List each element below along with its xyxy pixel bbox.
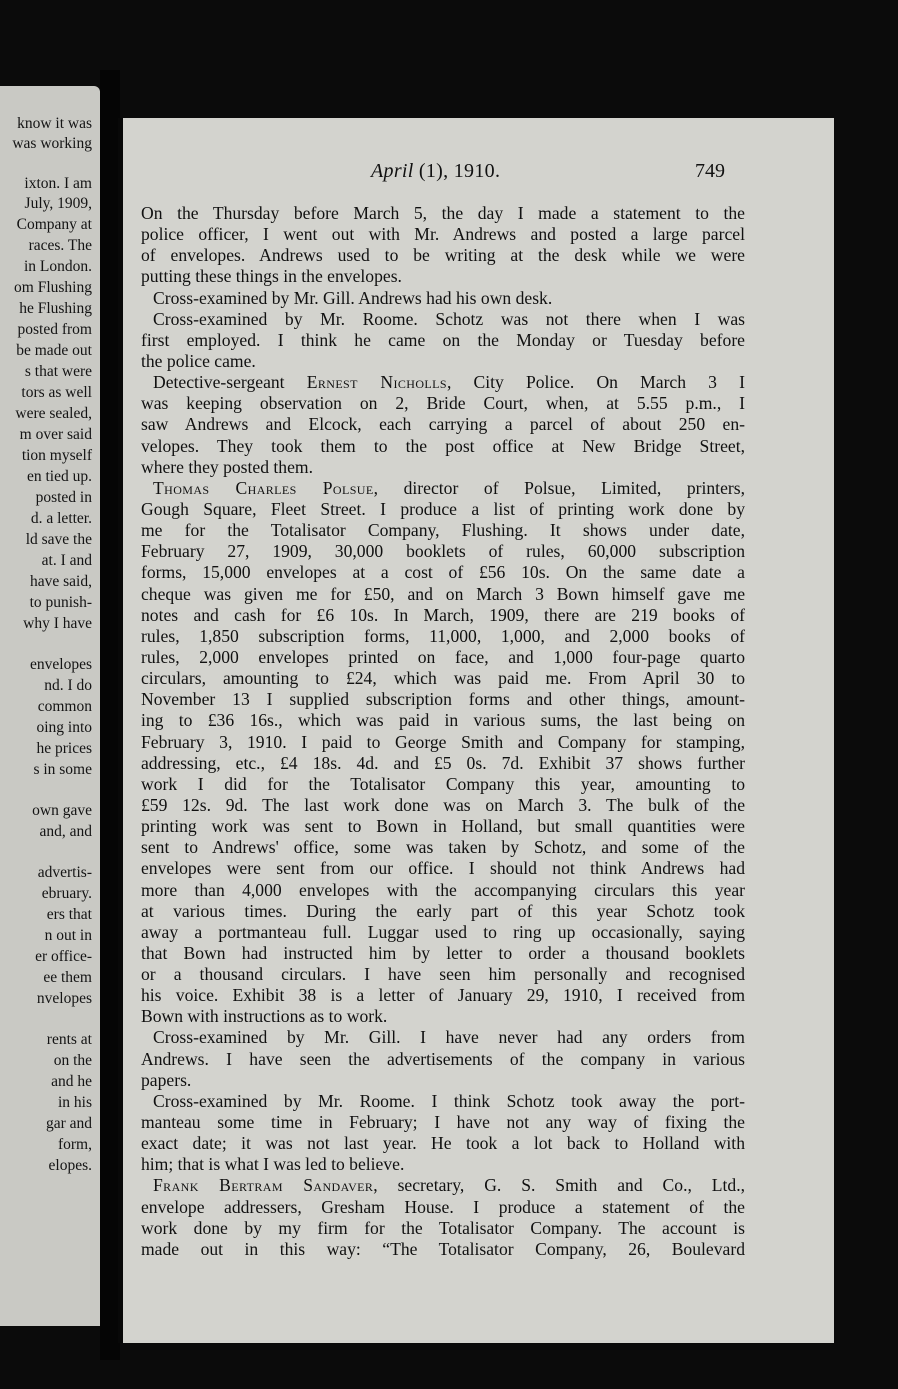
text-line: papers. (141, 1069, 192, 1090)
text-run: , director of Polsue, Limited, printers, (373, 477, 745, 498)
body-text (141, 203, 745, 1260)
text-line: the police came. (141, 350, 256, 371)
text-line (141, 372, 745, 393)
facing-page-text-fragment: nvelopes (36, 990, 92, 1007)
facing-page-text-fragment: have said, (30, 573, 92, 590)
facing-page-text-fragment: envelopes (30, 656, 92, 673)
facing-page-text-fragment: d. a letter. (30, 510, 92, 527)
text-line: Gough Square, Fleet Street. I produce a list of printing work done by (141, 498, 745, 519)
text-run: , City Police. On March 3 I (446, 372, 745, 393)
document-page (118, 118, 834, 1343)
facing-page-text-fragment: was working (12, 135, 92, 152)
facing-page-text-fragment: own gave (32, 802, 92, 819)
text-line: exact date; it was not last year. He took a lot back to Holland with (141, 1133, 745, 1154)
text-line: made out in this way: “The Totalisator Company, 26, Boulevard (141, 1238, 745, 1259)
text-line: putting these things in the envelopes. (141, 266, 402, 287)
facing-page-text-fragment: posted in (35, 489, 92, 506)
facing-page-text-fragment: to punish- (29, 594, 92, 611)
facing-page-text-fragment: m over said (19, 426, 92, 443)
facing-page-text-fragment: oing into (36, 719, 92, 736)
running-title: April (1), 1910. (371, 160, 501, 182)
facing-page-text-fragment: er office- (35, 948, 92, 965)
text-line: £59 12s. 9d. The last work done was on March 3. The bulk of the (141, 794, 745, 815)
text-line: Bown with instructions as to work. (141, 1006, 388, 1027)
witness-name: Ernest Nicholls (306, 372, 447, 393)
facing-page-text-fragment: he prices (36, 740, 92, 757)
facing-page-text-fragment: s in some (33, 761, 92, 778)
text-line: February 27, 1909, 30,000 booklets of rules, 60,000 subscription (141, 541, 745, 562)
text-line: Cross-examined by Mr. Roome. I think Schotz took away the port- (153, 1090, 745, 1111)
text-line: away a portmanteau full. Luggar used to ring up occasionally, saying (141, 921, 745, 942)
facing-page-fragment (0, 86, 100, 1326)
facing-page-text-fragment: ixton. I am (24, 175, 92, 192)
facing-page-text-fragment: form, (57, 1136, 92, 1153)
text-line: where they posted them. (141, 456, 313, 477)
text-line: or a thousand circulars. I have seen him personally and recognised (141, 964, 745, 985)
facing-page-text-fragment: ld save the (25, 531, 92, 548)
facing-page-text-fragment: en tied up. (27, 468, 92, 485)
text-line: work done by my firm for the Totalisator Company. The account is (141, 1217, 745, 1238)
facing-page-text-fragment: tors as well (21, 384, 92, 401)
text-line: that Bown had instructed him by letter to order a thousand booklets (141, 942, 745, 963)
facing-page-text-fragment: were sealed, (15, 405, 92, 422)
witness-name: Frank Bertram Sandaver (153, 1175, 374, 1196)
text-run: Detective-sergeant (153, 372, 307, 393)
facing-page-text-fragment: ee them (43, 969, 92, 986)
page-number: 749 (695, 160, 725, 182)
text-line: envelope addressers, Gresham House. I produce a statement of the (141, 1196, 745, 1217)
text-line: velopes. They took them to the post office at New Bridge Street, (141, 435, 745, 456)
text-line: manteau some time in February; I have not any way of fixing the (141, 1112, 745, 1133)
facing-page-text-fragment: why I have (23, 615, 92, 632)
text-line: cheque was given me for £50, and on March 3 Bown himself gave me (141, 583, 745, 604)
facing-page-text-fragment: rents at (46, 1031, 92, 1048)
text-line: On the Thursday before March 5, the day I made a statement to the (141, 203, 745, 223)
facing-page-text-fragment: n out in (44, 927, 92, 944)
text-line: his voice. Exhibit 38 is a letter of January 29, 1910, I received from (141, 985, 745, 1006)
text-line: work I did for the Totalisator Company this year, amounting to (141, 773, 745, 794)
text-line: circulars, amounting to £24, which was paid me. From April 30 to (141, 668, 745, 689)
text-line: addressing, etc., £4 18s. 4d. and £5 0s. 7d. Exhibit 37 shows further (141, 752, 745, 773)
facing-page-text-fragment: common (37, 698, 92, 715)
book-gutter (100, 70, 120, 1360)
facing-page-text-fragment: and, and (39, 823, 92, 840)
text-line: rules, 2,000 envelopes printed on face, and 1,000 four-page quarto (141, 646, 745, 667)
text-line: Andrews. I have seen the advertisements of the company in various (141, 1048, 745, 1069)
facing-page-text-fragment: know it was (17, 115, 92, 132)
text-line: Cross-examined by Mr. Roome. Schotz was not there when I was (153, 308, 745, 329)
text-line: ing to £36 16s., which was paid in various sums, the last being on (141, 710, 745, 731)
facing-page-text-fragment: July, 1909, (24, 195, 92, 212)
text-line: him; that is what I was led to believe. (141, 1154, 405, 1175)
text-line: notes and cash for £6 10s. In March, 1909, there are 219 books of (141, 604, 745, 625)
text-line: at various times. During the early part of this year Schotz took (141, 900, 745, 921)
facing-page-text-fragment: advertis- (37, 864, 92, 881)
text-line: forms, 15,000 envelopes at a cost of £56 10s. On the same date a (141, 562, 745, 583)
text-line: sent to Andrews' office, some was taken by Schotz, and some of the (141, 837, 745, 858)
text-line (141, 1175, 745, 1196)
facing-page-text-fragment: ebruary. (41, 885, 92, 902)
running-header (123, 160, 834, 184)
text-line: more than 4,000 envelopes with the accompanying circulars this year (141, 879, 745, 900)
text-line: envelopes were sent from our office. I should not think Andrews had (141, 858, 745, 879)
text-line: of envelopes. Andrews used to be writing at the desk while we were (141, 245, 745, 266)
text-line: police officer, I went out with Mr. Andrews and posted a large parcel (141, 224, 745, 245)
facing-page-text-fragment: be made out (16, 342, 92, 359)
text-line: was keeping observation on 2, Bride Court, when, at 5.55 p.m., I (141, 393, 745, 414)
facing-page-text-fragment: on the (53, 1052, 92, 1069)
facing-page-text-fragment: at. I and (41, 552, 92, 569)
facing-page-text-fragment: and he (51, 1073, 92, 1090)
facing-page-text-fragment: nd. I do (44, 677, 92, 694)
text-run: , secretary, G. S. Smith and Co., Ltd., (373, 1175, 745, 1196)
facing-page-text-fragment: he Flushing (19, 300, 92, 317)
text-line: printing work was sent to Bown in Holland, but small quantities were (141, 816, 745, 837)
facing-page-text-fragment: tion myself (21, 447, 92, 464)
facing-page-text-fragment: races. The (28, 237, 92, 254)
facing-page-text-fragment: om Flushing (14, 279, 92, 296)
text-line: rules, 1,850 subscription forms, 11,000, 1,000, and 2,000 books of (141, 625, 745, 646)
text-line: November 13 I supplied subscription forms and other things, amount- (141, 689, 745, 710)
text-line: first employed. I think he came on the Monday or Tuesday before (141, 329, 745, 350)
text-line: me for the Totalisator Company, Flushing. It shows under date, (141, 520, 745, 541)
facing-page-text-fragment: Company at (16, 216, 92, 233)
witness-name: Thomas Charles Polsue (153, 477, 374, 498)
facing-page-text-fragment: ers that (46, 906, 92, 923)
facing-page-text-fragment: s that were (24, 363, 92, 380)
text-line: Cross-examined by Mr. Gill. I have never had any orders from (153, 1027, 745, 1048)
text-line: Cross-examined by Mr. Gill. Andrews had his own desk. (153, 287, 553, 308)
facing-page-text-fragment: in London. (23, 258, 92, 275)
facing-page-text-fragment: in his (57, 1094, 92, 1111)
facing-page-text-fragment: gar and (45, 1115, 92, 1132)
text-line: saw Andrews and Elcock, each carrying a parcel of about 250 en- (141, 414, 745, 435)
facing-page-text-fragment: elopes. (48, 1157, 92, 1174)
text-line (141, 478, 745, 499)
facing-page-text-fragment: posted from (17, 321, 92, 338)
text-line: February 3, 1910. I paid to George Smith and Company for stamping, (141, 731, 745, 752)
